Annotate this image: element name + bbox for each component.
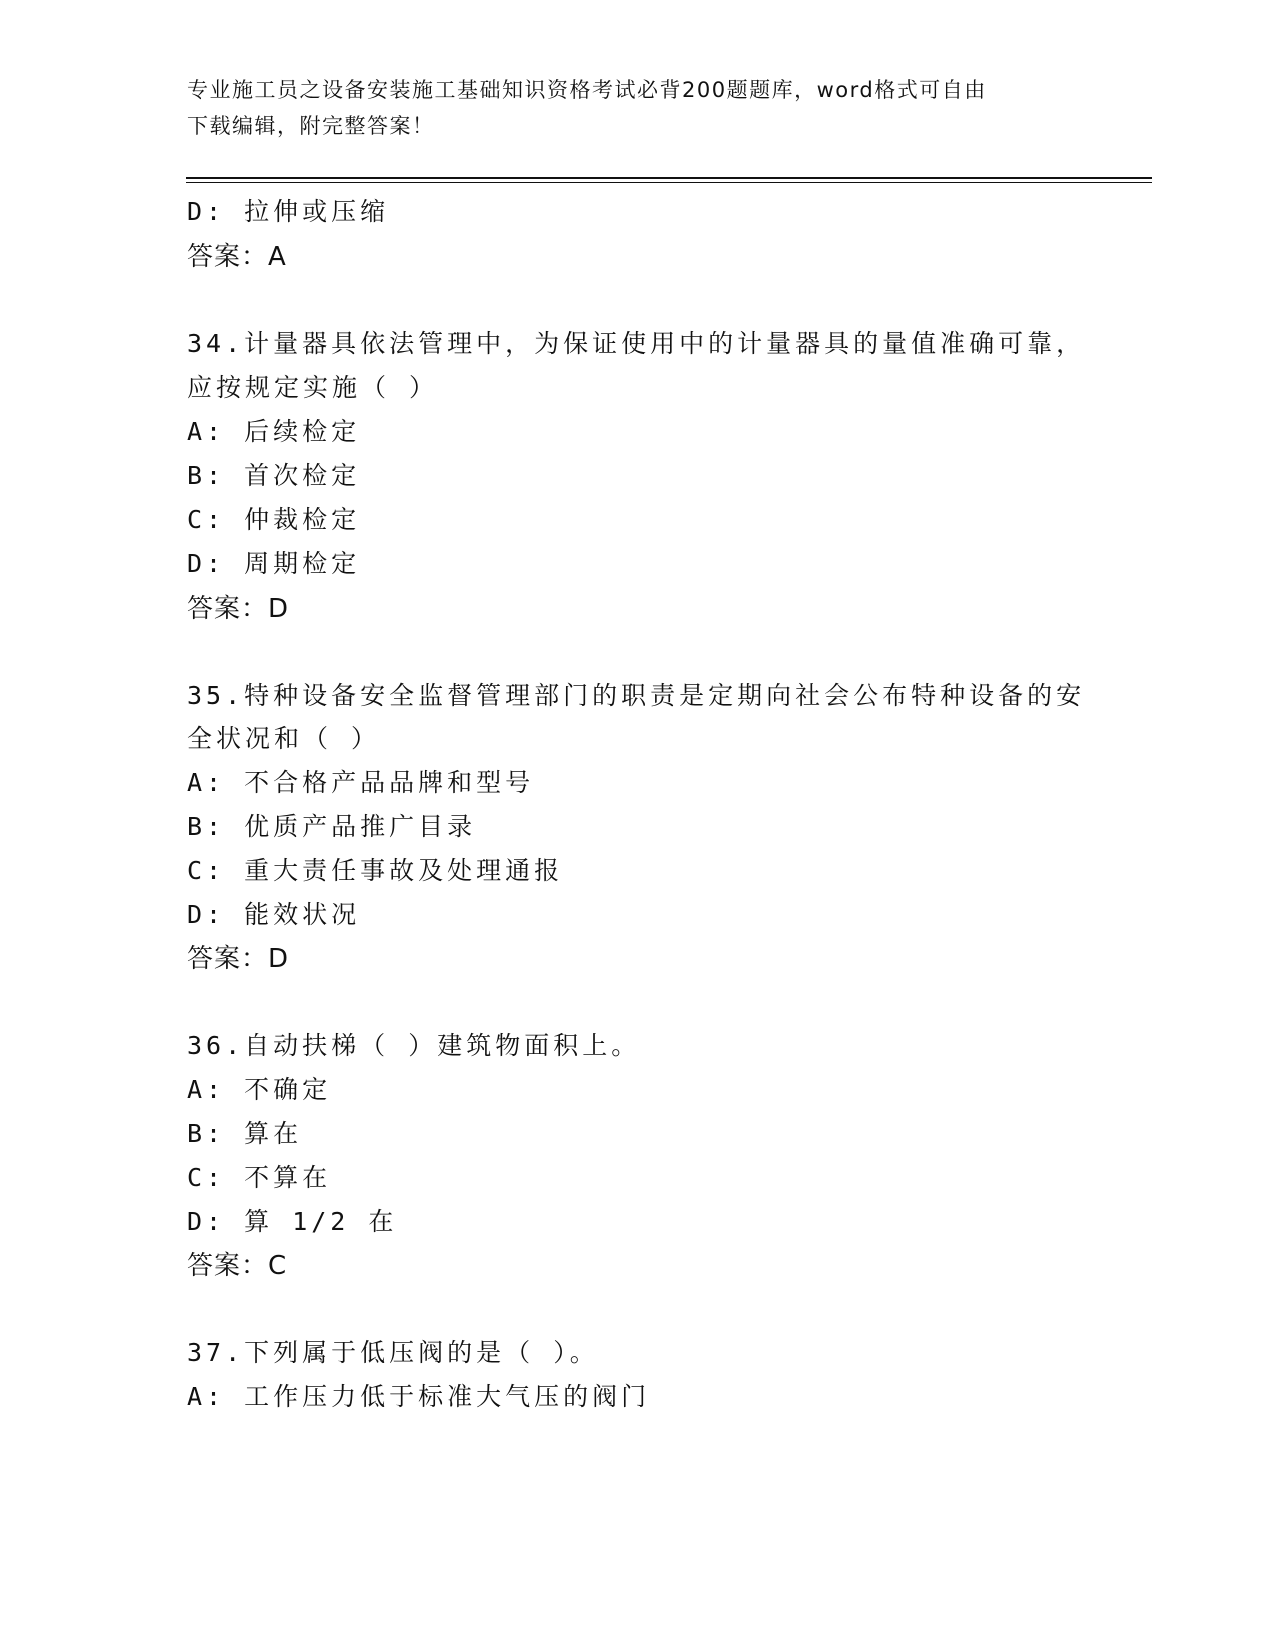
- q37-stem-line-1: 37.下列属于低压阀的是（ ）。: [187, 1338, 599, 1367]
- prev-answer: 答案：A: [187, 242, 287, 272]
- q34-answer: 答案：D: [187, 594, 290, 624]
- prev-option-d: D: 拉伸或压缩: [187, 197, 390, 226]
- q35-answer: 答案：D: [187, 944, 290, 974]
- header-divider-thick: [186, 177, 1152, 179]
- q35-stem-line-2: 全状况和（ ）: [187, 724, 381, 753]
- document-header: [187, 72, 1067, 144]
- q34-option-c: C: 仲裁检定: [187, 505, 361, 534]
- q34-option-d: D: 周期检定: [187, 549, 361, 578]
- q34-stem-line-1: 34.计量器具依法管理中，为保证使用中的计量器具的量值准确可靠，: [187, 329, 1086, 358]
- header-line-1: 专业施工员之设备安装施工基础知识资格考试必背200题题库，word格式可自由: [187, 78, 987, 102]
- q34-option-b: B: 首次检定: [187, 461, 361, 490]
- q35-option-b: B: 优质产品推广目录: [187, 812, 477, 841]
- header-line-2: 下载编辑，附完整答案！: [187, 114, 435, 138]
- q36-stem-line-1: 36.自动扶梯（ ）建筑物面积上。: [187, 1031, 641, 1060]
- q36-answer: 答案：C: [187, 1251, 288, 1281]
- q34-option-a: A: 后续检定: [187, 417, 361, 446]
- q35-stem-line-1: 35.特种设备安全监督管理部门的职责是定期向社会公布特种设备的安: [187, 681, 1086, 710]
- q35-option-c: C: 重大责任事故及处理通报: [187, 856, 564, 885]
- q34-stem-line-2: 应按规定实施（ ）: [187, 373, 439, 402]
- q36-option-d: D: 算 1/2 在: [187, 1207, 398, 1236]
- q36-option-a: A: 不确定: [187, 1075, 332, 1104]
- q35-option-a: A: 不合格产品品牌和型号: [187, 768, 535, 797]
- q36-option-b: B: 算在: [187, 1119, 303, 1148]
- q35-option-d: D: 能效状况: [187, 900, 361, 929]
- q37-option-a: A: 工作压力低于标准大气压的阀门: [187, 1382, 651, 1411]
- q36-option-c: C: 不算在: [187, 1163, 332, 1192]
- header-divider-thin: [186, 182, 1152, 183]
